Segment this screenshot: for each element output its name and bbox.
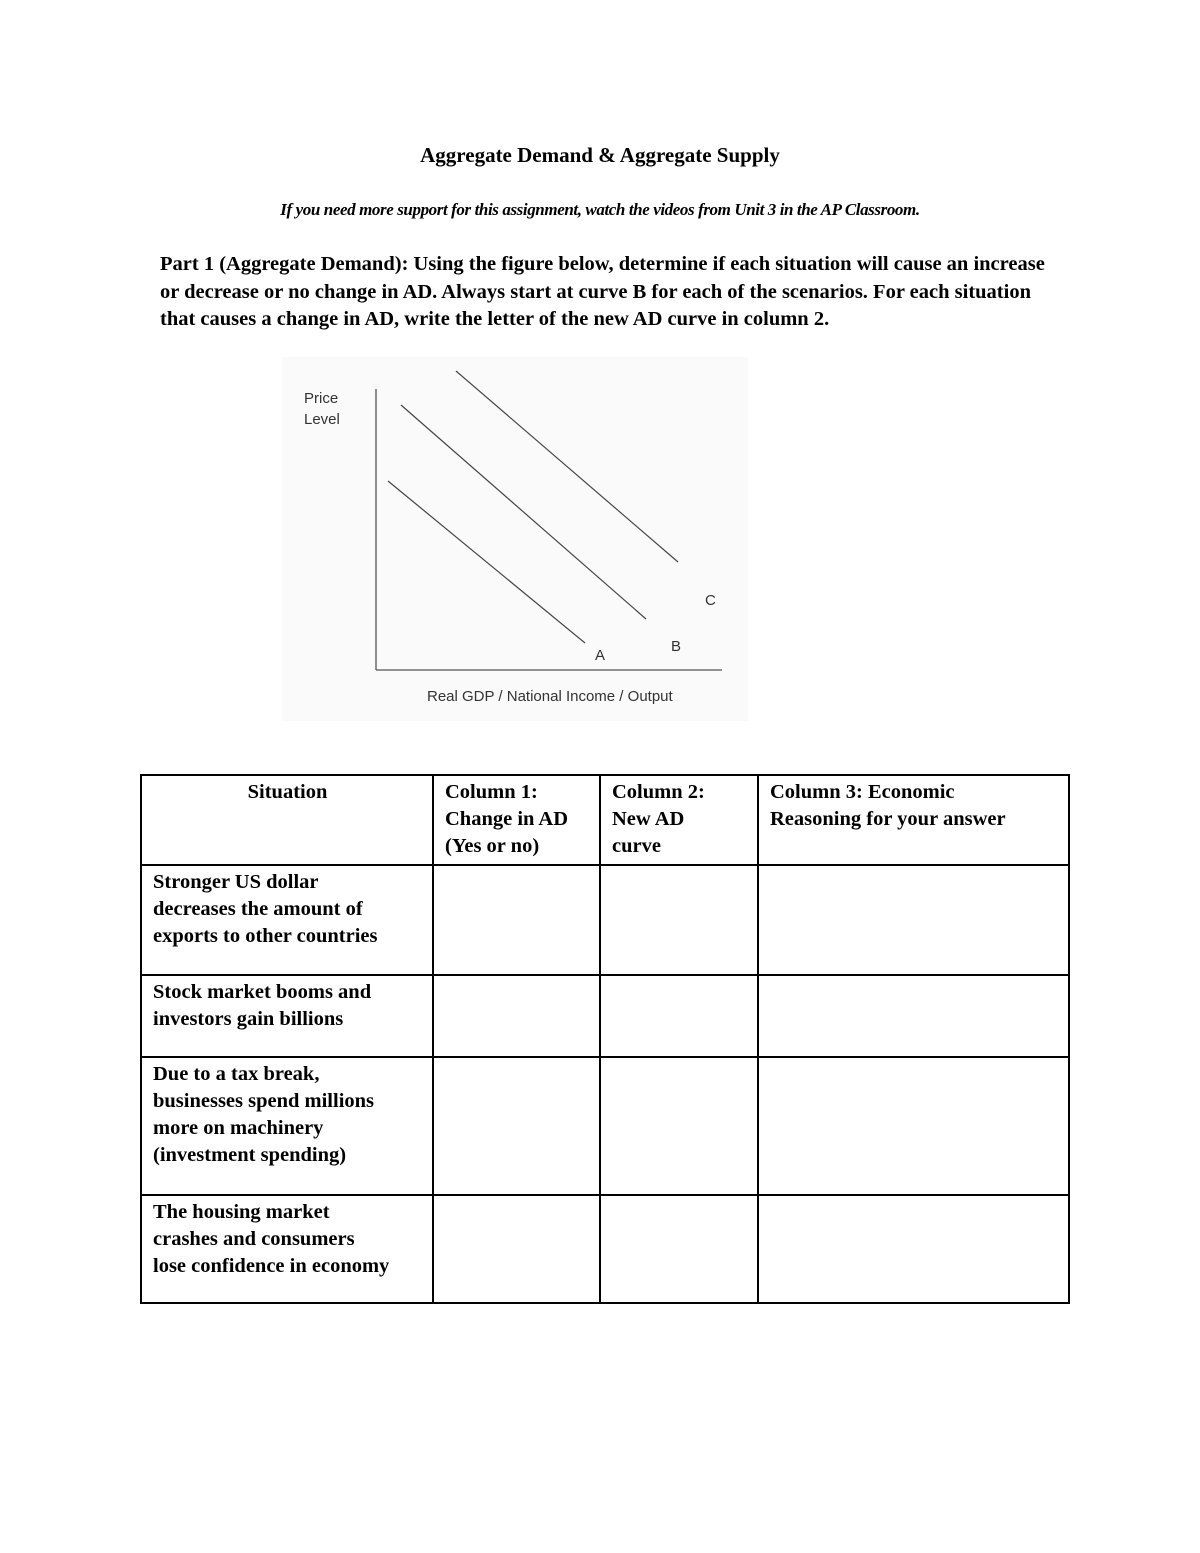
situation-line: (investment spending) — [153, 1144, 347, 1166]
situation-line: Stock market booms and — [153, 981, 372, 1003]
reasoning-cell[interactable] — [758, 975, 1069, 1057]
situation-line: businesses spend millions — [153, 1090, 375, 1112]
situation-cell — [141, 865, 433, 975]
situation-cell — [141, 1057, 433, 1195]
situation-line: exports to other countries — [153, 925, 378, 947]
x-axis-label: Real GDP / National Income / Output — [427, 688, 673, 705]
column3-header-line: Reasoning for your answer — [770, 808, 1006, 830]
table-header-row — [141, 775, 1069, 865]
situation-line: decreases the amount of — [153, 898, 363, 920]
change-in-ad-cell[interactable] — [433, 1195, 600, 1303]
ad-curve-c — [456, 371, 678, 562]
y-axis-label-line1: Price — [304, 390, 339, 407]
change-in-ad-cell[interactable] — [433, 865, 600, 975]
reasoning-cell[interactable] — [758, 865, 1069, 975]
change-in-ad-cell[interactable] — [433, 975, 600, 1057]
new-ad-curve-cell[interactable] — [600, 865, 758, 975]
curve-label-b: B — [671, 638, 682, 655]
column1-header-line: Column 1: — [445, 781, 538, 803]
worksheet-table — [140, 774, 1070, 1304]
situation-line: investors gain billions — [153, 1008, 344, 1030]
situation-line: more on machinery — [153, 1117, 324, 1139]
column2-header-line: New AD — [612, 808, 685, 830]
column1-header — [433, 775, 600, 865]
column1-header-line: (Yes or no) — [445, 835, 540, 857]
y-axis-label-line2: Level — [304, 411, 340, 428]
ad-curve-a — [388, 481, 585, 643]
page-title: Aggregate Demand & Aggregate Supply — [420, 143, 780, 167]
support-note: If you need more support for this assignment, watch the videos from Unit 3 in the AP Classroom. — [280, 200, 920, 219]
table-row — [141, 1057, 1069, 1195]
situation-line: Due to a tax break, — [153, 1063, 320, 1085]
column2-header — [600, 775, 758, 865]
table-row — [141, 1195, 1069, 1303]
new-ad-curve-cell[interactable] — [600, 1057, 758, 1195]
column3-header — [758, 775, 1069, 865]
situation-header: Situation — [141, 775, 433, 865]
situation-line: crashes and consumers — [153, 1228, 355, 1250]
column1-header-line: Change in AD — [445, 808, 569, 830]
new-ad-curve-cell[interactable] — [600, 975, 758, 1057]
curve-label-a: A — [595, 647, 606, 664]
reasoning-cell[interactable] — [758, 1195, 1069, 1303]
curve-label-c: C — [705, 592, 716, 609]
column2-header-line: curve — [612, 835, 661, 857]
situation-cell — [141, 1195, 433, 1303]
change-in-ad-cell[interactable] — [433, 1057, 600, 1195]
ad-figure — [282, 357, 748, 721]
situation-line: The housing market — [153, 1201, 330, 1223]
ad-curve-b — [401, 405, 646, 619]
table-row — [141, 975, 1069, 1057]
situation-line: lose confidence in economy — [153, 1255, 390, 1277]
table-row — [141, 865, 1069, 975]
reasoning-cell[interactable] — [758, 1057, 1069, 1195]
situation-cell — [141, 975, 433, 1057]
column3-header-line: Column 3: Economic — [770, 781, 955, 803]
ad-diagram — [282, 357, 748, 721]
instructions: Part 1 (Aggregate Demand): Using the figure below, determine if each situation will cause an increase or decrease or no change in AD. Always start at curve B for each of the scenarios. For each situation that causes a change in AD, write the letter of the new AD curve in column 2. — [160, 253, 1045, 330]
new-ad-curve-cell[interactable] — [600, 1195, 758, 1303]
situation-line: Stronger US dollar — [153, 871, 319, 893]
column2-header-line: Column 2: — [612, 781, 705, 803]
